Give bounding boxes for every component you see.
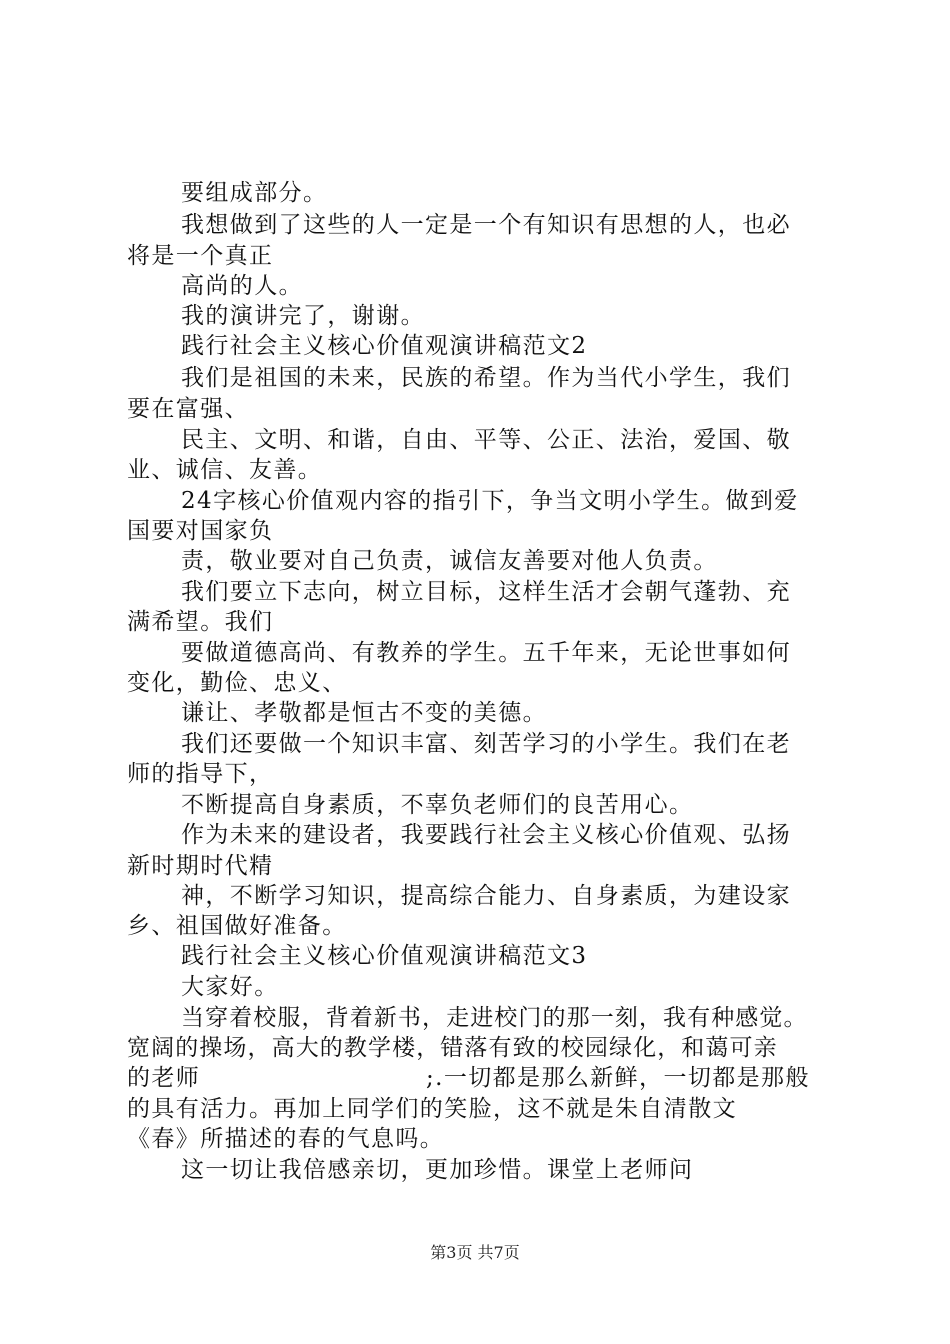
text-line: 我们是祖国的未来，民族的希望。作为当代小学生，我们 (181, 365, 791, 391)
text-line: 这一切让我倍感亲切，更加珍惜。课堂上老师问 (181, 1157, 694, 1183)
text-line: 24字核心价值观内容的指引下，争当文明小学生。做到爱 (181, 488, 799, 514)
text-line: 要在富强、 (127, 396, 249, 422)
text-line: 高尚的人。 (181, 273, 303, 299)
text-line: 当穿着校服，背着新书，走进校门的那一刻，我有种感觉。 (181, 1005, 808, 1031)
text-line: 新时期时代精 (127, 853, 274, 879)
text-line: 谦让、孝敬都是恒古不变的美德。 (181, 700, 547, 726)
text-line: 国要对国家负 (127, 518, 274, 544)
text-line: 我想做到了这些的人一定是一个有知识有思想的人，也必 (181, 212, 791, 238)
text-line: 大家好。 (181, 974, 279, 1000)
text-line: 将是一个真正 (127, 243, 274, 269)
page-number-footer: 第3页 共7页 (430, 1243, 520, 1262)
text-line: 的老师 (127, 1065, 201, 1091)
text-line: 要组成部分。 (181, 180, 328, 206)
section-heading: 践行社会主义核心价值观演讲稿范文2 (181, 333, 588, 359)
text-line: 乡、祖国做好准备。 (127, 913, 347, 939)
text-line: 民主、文明、和谐，自由、平等、公正、法治，爱国、敬 (181, 427, 791, 453)
text-line: 师的指导下， (127, 761, 274, 787)
text-line: 我们要立下志向，树立目标，这样生活才会朝气蓬勃、充 (181, 579, 791, 605)
text-line: 业、诚信、友善。 (127, 457, 323, 483)
text-line: ;.一切都是那么新鲜，一切都是那般 (426, 1065, 810, 1091)
section-heading: 践行社会主义核心价值观演讲稿范文3 (181, 943, 588, 969)
text-line: 满希望。我们 (127, 609, 274, 635)
text-line: 《春》所描述的春的气息吗。 (127, 1126, 445, 1152)
text-line: 不断提高自身素质，不辜负老师们的良苦用心。 (181, 792, 694, 818)
text-line: 责，敬业要对自己负责，诚信友善要对他人负责。 (181, 548, 718, 574)
text-line: 要做道德高尚、有教养的学生。五千年来，无论世事如何 (181, 640, 791, 666)
text-line: 的具有活力。再加上同学们的笑脸，这不就是朱自清散文 (127, 1096, 737, 1122)
text-line: 我的演讲完了，谢谢。 (181, 303, 425, 329)
text-line: 神，不断学习知识，提高综合能力、自身素质，为建设家 (181, 883, 791, 909)
text-line: 我们还要做一个知识丰富、刻苦学习的小学生。我们在老 (181, 731, 791, 757)
text-line: 变化，勤俭、忠义、 (127, 670, 347, 696)
text-line: 作为未来的建设者，我要践行社会主义核心价值观、弘扬 (181, 822, 791, 848)
text-line: 宽阔的操场，高大的教学楼，错落有致的校园绿化，和蔼可亲 (127, 1035, 778, 1061)
